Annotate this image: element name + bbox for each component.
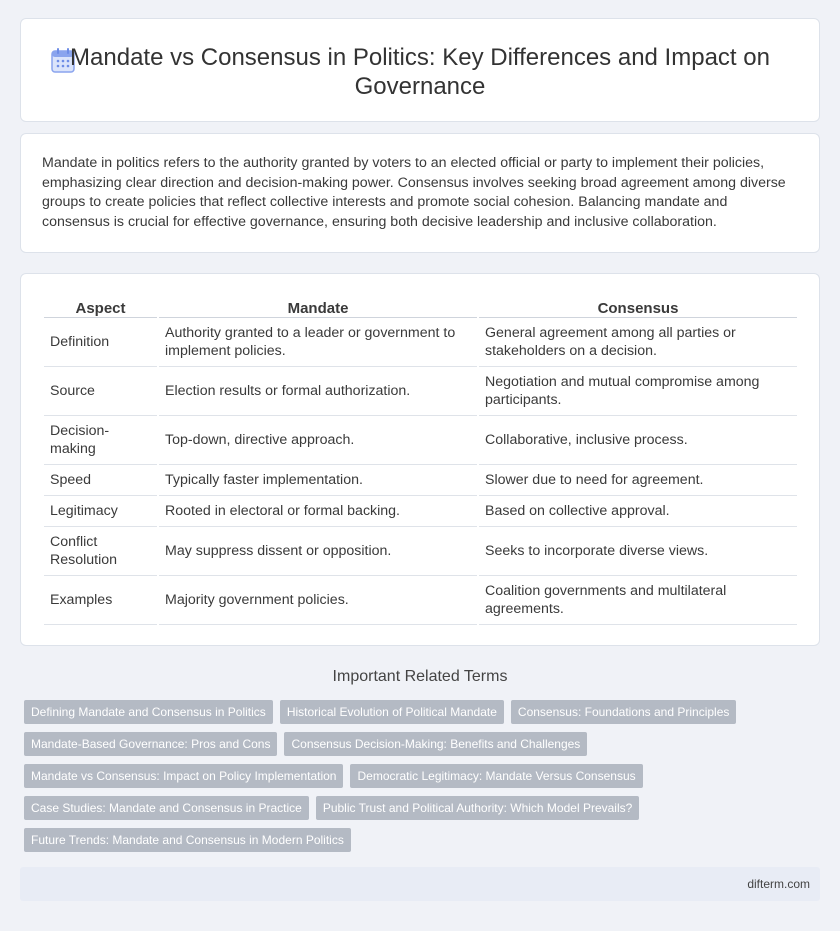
mandate-cell: Authority granted to a leader or government to implement policies.	[159, 318, 477, 367]
mandate-cell: Top-down, directive approach.	[159, 416, 477, 465]
related-term-tag[interactable]: Case Studies: Mandate and Consensus in Practice	[24, 796, 309, 820]
aspect-cell: Definition	[44, 318, 157, 367]
tag-row	[24, 764, 824, 790]
mandate-cell: May suppress dissent or opposition.	[159, 527, 477, 576]
related-term-tag[interactable]: Historical Evolution of Political Mandate	[280, 700, 504, 724]
related-term-tag[interactable]: Defining Mandate and Consensus in Politics	[24, 700, 273, 724]
table-row	[44, 367, 797, 416]
table-row	[44, 416, 797, 465]
mandate-cell: Rooted in electoral or formal backing.	[159, 496, 477, 527]
header-mandate: Mandate	[159, 296, 477, 318]
tag-row	[24, 828, 824, 854]
table-row	[44, 576, 797, 625]
related-term-tag[interactable]: Future Trends: Mandate and Consensus in Modern Politics	[24, 828, 351, 852]
consensus-cell: Based on collective approval.	[479, 496, 797, 527]
tag-row	[24, 700, 824, 726]
table-row	[44, 496, 797, 527]
consensus-cell: General agreement among all parties or stakeholders on a decision.	[479, 318, 797, 367]
comparison-table	[42, 296, 799, 625]
aspect-cell: Examples	[44, 576, 157, 625]
consensus-cell: Collaborative, inclusive process.	[479, 416, 797, 465]
intro-card	[20, 133, 820, 253]
footer-site-link[interactable]: difterm.com	[747, 877, 810, 891]
consensus-cell: Negotiation and mutual compromise among participants.	[479, 367, 797, 416]
related-term-tag[interactable]: Mandate vs Consensus: Impact on Policy Implementation	[24, 764, 343, 788]
related-term-tag[interactable]: Democratic Legitimacy: Mandate Versus Consensus	[350, 764, 642, 788]
aspect-cell: Speed	[44, 465, 157, 496]
header-consensus: Consensus	[479, 296, 797, 318]
table-header-row	[44, 296, 797, 318]
aspect-cell: Conflict Resolution	[44, 527, 157, 576]
page-title: Mandate vs Consensus in Politics: Key Differences and Impact on Governance	[70, 44, 770, 100]
table-row	[44, 527, 797, 576]
related-term-tag[interactable]: Mandate-Based Governance: Pros and Cons	[24, 732, 277, 756]
intro-paragraph: Mandate in politics refers to the authority granted by voters to an elected official or party to implement their policies, emphasizing clear direction and decision-making power. Consensus involves seeking broad agreement among diverse groups to create policies that reflect collective interests and promote social cohesion. Balancing mandate and consensus is crucial for effective governance, ensuring both decisive leadership and inclusive collaboration.	[42, 155, 786, 230]
aspect-cell: Decision-making	[44, 416, 157, 465]
header-aspect: Aspect	[44, 296, 157, 318]
aspect-cell: Source	[44, 367, 157, 416]
aspect-cell: Legitimacy	[44, 496, 157, 527]
related-terms-title: Important Related Terms	[332, 668, 508, 685]
consensus-cell: Coalition governments and multilateral agreements.	[479, 576, 797, 625]
related-terms-list	[24, 700, 824, 860]
consensus-cell: Slower due to need for agreement.	[479, 465, 797, 496]
mandate-cell: Typically faster implementation.	[159, 465, 477, 496]
table-row	[44, 318, 797, 367]
mandate-cell: Majority government policies.	[159, 576, 477, 625]
related-term-tag[interactable]: Consensus Decision-Making: Benefits and Challenges	[284, 732, 587, 756]
comparison-table-card	[20, 273, 820, 646]
tag-row	[24, 732, 824, 758]
footer	[20, 867, 820, 901]
consensus-cell: Seeks to incorporate diverse views.	[479, 527, 797, 576]
tag-row	[24, 796, 824, 822]
title-card	[20, 18, 820, 122]
table-row	[44, 465, 797, 496]
mandate-cell: Election results or formal authorization.	[159, 367, 477, 416]
related-term-tag[interactable]: Consensus: Foundations and Principles	[511, 700, 736, 724]
related-term-tag[interactable]: Public Trust and Political Authority: Which Model Prevails?	[316, 796, 639, 820]
